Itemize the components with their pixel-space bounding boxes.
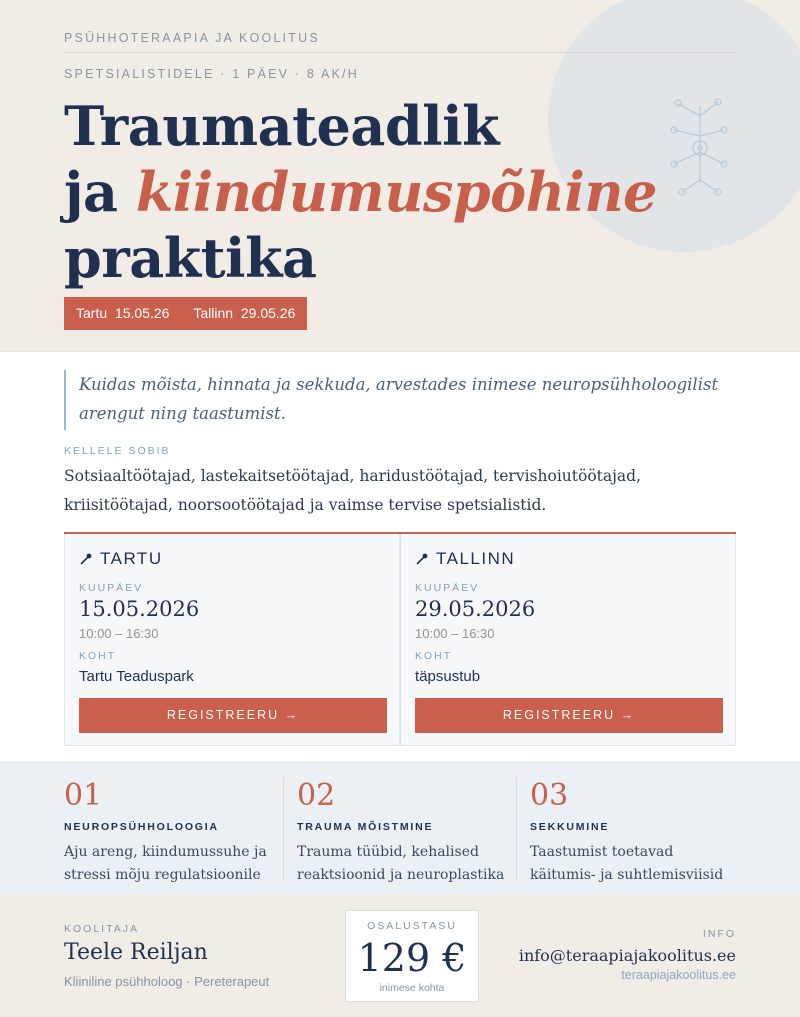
topic-desc-line: Trauma tüübid, kehalised xyxy=(297,844,479,860)
event-time: 10:00 – 16:30 xyxy=(415,626,495,641)
date-tartu: Tartu 15.05.26 xyxy=(76,305,170,321)
topic-desc-line: käitumis- ja suhtlemisviisid xyxy=(530,867,724,883)
divider xyxy=(0,351,800,352)
topic-desc-line: Aju areng, kiindumussuhe ja xyxy=(64,844,267,860)
footer xyxy=(0,894,800,1017)
city-heading xyxy=(415,549,515,569)
register-button-tartu[interactable]: REGISTREERU → xyxy=(79,698,387,733)
city-heading xyxy=(79,549,163,569)
city-cards xyxy=(64,532,736,746)
info-label: INFO xyxy=(702,928,736,940)
topic-title: TRAUMA MÕISTMINE xyxy=(297,821,434,833)
neuron-network-icon xyxy=(668,96,732,200)
topic-title: SEKKUMINE xyxy=(530,821,610,833)
event-date: 15.05.2026 xyxy=(79,597,200,621)
audience-label: KELLELE SOBIB xyxy=(64,445,171,457)
topic-desc-line: stressi mõju regulatsioonile xyxy=(64,867,261,883)
topic-desc-line: Taastumist toetavad xyxy=(530,844,674,860)
event-place: täpsustub xyxy=(415,668,481,685)
event-place: Tartu Teaduspark xyxy=(79,668,194,685)
topics-section xyxy=(0,762,800,894)
hero-section xyxy=(0,0,800,351)
date-label: KUUPÄEV xyxy=(79,582,144,594)
topic-item xyxy=(530,777,740,881)
register-button-tallinn[interactable]: REGISTREERU → xyxy=(415,698,723,733)
city-card-tartu xyxy=(64,534,400,746)
price-box xyxy=(345,910,479,1002)
website-link[interactable]: teraapiajakoolitus.ee xyxy=(621,968,736,982)
pin-icon xyxy=(79,552,93,566)
audience-text: Sotsiaaltöötajad, lastekaitsetöötajad, haridustöötajad, tervishoiutöötajad, kriisitöötajad, noorsootöötajad ja vaimse tervise spetsialistid. xyxy=(64,467,642,514)
pin-icon xyxy=(415,552,429,566)
event-date: 29.05.2026 xyxy=(415,597,536,621)
divider xyxy=(283,777,284,881)
price-subtext: inimese kohta xyxy=(379,982,445,994)
dates-banner xyxy=(64,297,307,330)
price-value: 129 € xyxy=(357,936,467,980)
topic-number: 02 xyxy=(297,778,336,813)
city-name: TARTU xyxy=(100,549,163,568)
title-line-2-accent: kiindumuspõhine xyxy=(135,160,658,224)
price-label: OSALUSTASU xyxy=(367,920,457,932)
divider xyxy=(64,52,736,53)
divider xyxy=(516,777,517,881)
topic-description xyxy=(530,841,740,887)
place-label: KOHT xyxy=(415,650,453,662)
page-title xyxy=(64,93,657,291)
trainer-name: Teele Reiljan xyxy=(64,940,208,965)
topic-description xyxy=(64,841,274,887)
title-line-2-prefix: ja xyxy=(64,160,136,224)
trainer-label: KOOLITAJA xyxy=(64,923,139,935)
place-label: KOHT xyxy=(79,650,117,662)
topic-item xyxy=(297,777,507,881)
title-line-1: Traumateadlik xyxy=(64,94,500,158)
city-card-tallinn xyxy=(400,534,736,746)
topic-item xyxy=(64,777,274,881)
topic-desc-line: reaktsioonid ja neuroplastika xyxy=(297,867,505,883)
title-line-3: praktika xyxy=(64,226,317,290)
topic-description xyxy=(297,841,507,887)
topic-number: 01 xyxy=(64,778,103,813)
contact-email-link[interactable]: info@teraapiajakoolitus.ee xyxy=(518,946,736,965)
date-label: KUUPÄEV xyxy=(415,582,480,594)
event-time: 10:00 – 16:30 xyxy=(79,626,159,641)
topic-title: NEUROPSÜHHOLOOGIA xyxy=(64,821,219,833)
course-meta: SPETSIALISTIDELE · 1 PÄEV · 8 AK/H xyxy=(64,67,360,81)
date-tallinn: Tallinn 29.05.26 xyxy=(193,305,296,321)
trainer-role: Kliiniline psühholoog · Pereterapeut xyxy=(64,974,270,989)
organisation-label: PSÜHHOTERAAPIA JA KOOLITUS xyxy=(64,31,320,45)
intro-quote: Kuidas mõista, hinnata ja sekkuda, arvestades inimese neuropsühholoogilist arengut ning taastumist. xyxy=(64,370,736,430)
city-name: TALLINN xyxy=(436,549,516,568)
topic-number: 03 xyxy=(530,778,569,813)
